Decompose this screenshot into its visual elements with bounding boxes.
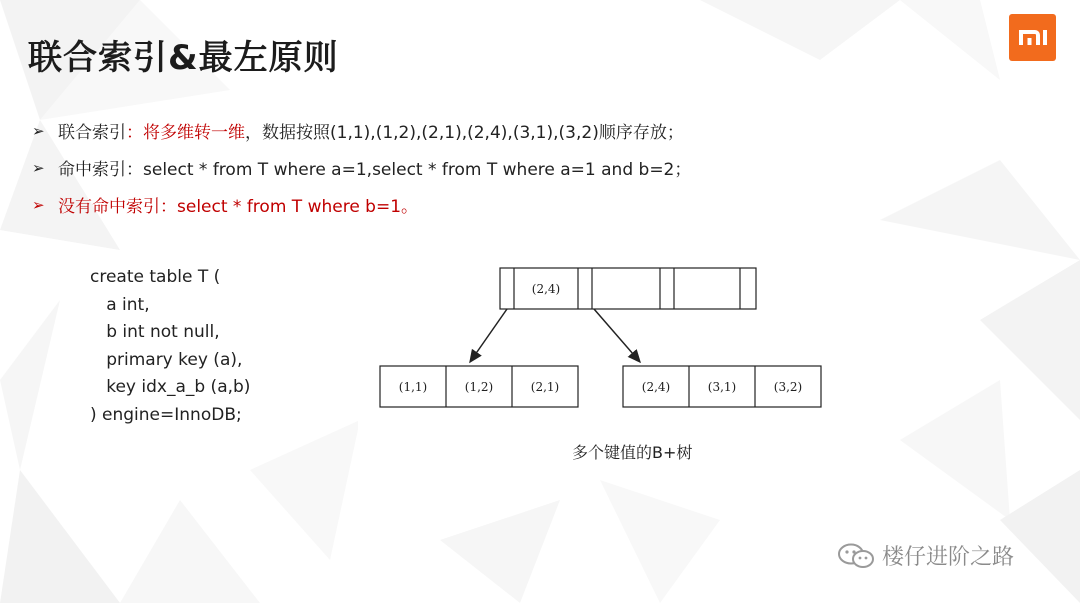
wechat-watermark: [836, 540, 1014, 571]
root-key: (2,4): [531, 282, 561, 296]
mi-logo: [1009, 14, 1056, 61]
code-line: create table T (: [90, 267, 221, 287]
leaf-key: (2,4): [641, 380, 671, 394]
code-line: primary key (a),: [90, 349, 243, 370]
bullet-arrow-icon: ➢: [32, 121, 45, 140]
create-table-code: [90, 264, 250, 429]
slide-title: 联合索引&最左原则: [28, 38, 339, 78]
bullet-hit-index: [32, 149, 691, 186]
code-line: key idx_a_b (a,b): [90, 377, 251, 397]
bullet-label: 命中索引: [58, 160, 126, 180]
bullet-label: 联合索引: [58, 123, 126, 143]
bullet-label: 没有命中索引: [58, 197, 160, 217]
bullet-miss-index: [32, 186, 691, 223]
code-line: b int not null,: [90, 322, 220, 342]
bullet-list: [32, 112, 691, 223]
left-pointer-arrow: [470, 309, 507, 362]
watermark-text: 楼仔进阶之路: [882, 545, 1015, 570]
diagram-caption: 多个键值的B+树: [572, 443, 693, 462]
leaf-key: (2,1): [530, 380, 560, 394]
bullet-sep: ：: [126, 123, 143, 143]
bullet-arrow-icon: ➢: [32, 158, 45, 177]
leaf-key: (3,1): [707, 380, 737, 394]
leaf-key: (3,2): [773, 380, 803, 394]
leaf-key: (1,2): [464, 380, 494, 394]
bullet-emphasis: 将多维转一维: [143, 123, 245, 143]
bullet-text: ：select * from T where b=1。: [160, 197, 419, 217]
code-line: ) engine=InnoDB;: [90, 404, 242, 425]
leaf-key: (1,1): [398, 380, 428, 394]
bullet-text: ：select * from T where a=1,select * from T where a=1 and b=2；: [126, 160, 692, 180]
bullet-joint-index: [32, 112, 691, 149]
bplus-tree-diagram: [358, 240, 852, 430]
right-pointer-arrow: [594, 309, 640, 362]
bullet-text: ，数据按照(1,1),(1,2),(2,1),(2,4),(3,1),(3,2)顺序存放；: [245, 123, 684, 143]
wechat-icon: [836, 542, 876, 570]
bullet-arrow-icon: ➢: [32, 195, 45, 214]
code-line: a int,: [90, 294, 150, 315]
